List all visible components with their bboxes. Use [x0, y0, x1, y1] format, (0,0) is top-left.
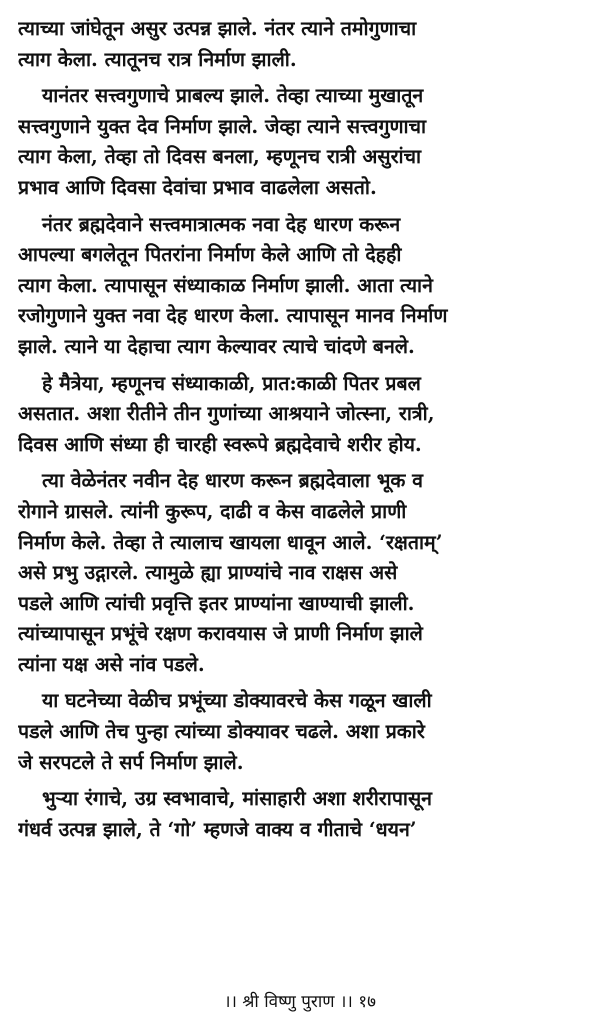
text-line: आपल्या बगलेतून पितरांना निर्माण केले आणि तो देहही [18, 243, 402, 267]
text-line: भुऱ्या रंगाचे, उग्र स्वभावाचे, मांसाहारी अशा शरीरापासून [42, 787, 432, 811]
paragraph-3 [18, 210, 584, 363]
text-line: निर्माण केले. तेव्हा ते त्यालाच खायला धावून आले. ‘रक्षताम्’ [18, 530, 443, 554]
text-line: त्यांच्यापासून प्रभूंचे रक्षण करावयास जे प्राणी निर्माण झाले [18, 622, 423, 646]
paragraph-2 [18, 81, 584, 203]
text-line: त्याग केला. त्यापासून संध्याकाळ निर्माण झाली. आता त्याने [18, 273, 433, 297]
text-line: रजोगुणाने युक्त नवा देह धारण केला. त्यापासून मानव निर्माण [18, 304, 448, 328]
text-line: असतात. अशा रीतीने तीन गुणांच्या आश्रयाने जोत्स्ना, रात्री, [18, 402, 435, 426]
text-line: पडले आणि तेच पुन्हा त्यांच्या डोक्यावर चढले. अशा प्रकारे [18, 720, 425, 744]
page-footer: ।। श्री विष्णु पुराण ।। १७ [224, 992, 376, 1012]
book-page [18, 14, 584, 1014]
text-line: पडले आणि त्यांची प्रवृत्ति इतर प्राण्यांना खाण्याची झाली. [18, 591, 415, 615]
text-line: रोगाने ग्रासले. त्यांनी कुरूप, दाढी व केस वाढलेले प्राणी [18, 499, 407, 523]
text-line: सत्त्वगुणाने युक्त देव निर्माण झाले. जेव्हा त्याने सत्त्वगुणाचा [18, 114, 427, 138]
text-line: त्याच्या जांघेतून असुर उत्पन्न झाले. नंतर त्याने तमोगुणाचा [18, 17, 417, 40]
text-line: गंधर्व उत्पन्न झाले, ते ‘गो’ म्हणजे वाक्य व गीताचे ‘धयन’ [18, 817, 417, 841]
text-line: त्याग केला, तेव्हा तो दिवस बनला, म्हणूनच रात्री असुरांचा [18, 145, 422, 169]
paragraph-6 [18, 686, 584, 778]
text-line: त्यांना यक्ष असे नांव पडले. [18, 652, 205, 676]
text-line: जे सरपटले ते सर्प निर्माण झाले. [18, 750, 244, 774]
text-line: झाले. त्याने या देहाचा त्याग केल्यावर त्याचे चांदणे बनले. [18, 334, 415, 358]
text-line: या घटनेच्या वेळीच प्रभूंच्या डोक्यावरचे केस गळून खाली [42, 689, 432, 713]
text-line: हे मैत्रेया, म्हणूनच संध्याकाळी, प्रात:काळी पितर प्रबल [42, 371, 421, 395]
paragraph-4 [18, 369, 584, 461]
paragraph-1 [18, 14, 584, 75]
text-line: असे प्रभु उद्गारले. त्यामुळे ह्या प्राण्यांचे नाव राक्षस असे [18, 561, 398, 585]
text-line: त्या वेळेनंतर नवीन देह धारण करून ब्रह्मदेवाला भूक व [42, 469, 424, 493]
text-line: त्याग केला. त्यातूनच रात्र निर्माण झाली. [18, 47, 297, 71]
text-line: प्रभाव आणि दिवसा देवांचा प्रभाव वाढलेला असतो. [18, 175, 377, 199]
text-line: दिवस आणि संध्या ही चारही स्वरूपे ब्रह्मदेवाचे शरीर होय. [18, 432, 422, 456]
paragraph-5 [18, 466, 584, 680]
text-line: यानंतर सत्त्वगुणाचे प्राबल्य झाले. तेव्हा त्याच्या मुखातून [42, 84, 424, 108]
text-line: नंतर ब्रह्मदेवाने सत्त्वमात्रात्मक नवा देह धारण करून [42, 212, 401, 236]
paragraph-7 [18, 784, 584, 845]
